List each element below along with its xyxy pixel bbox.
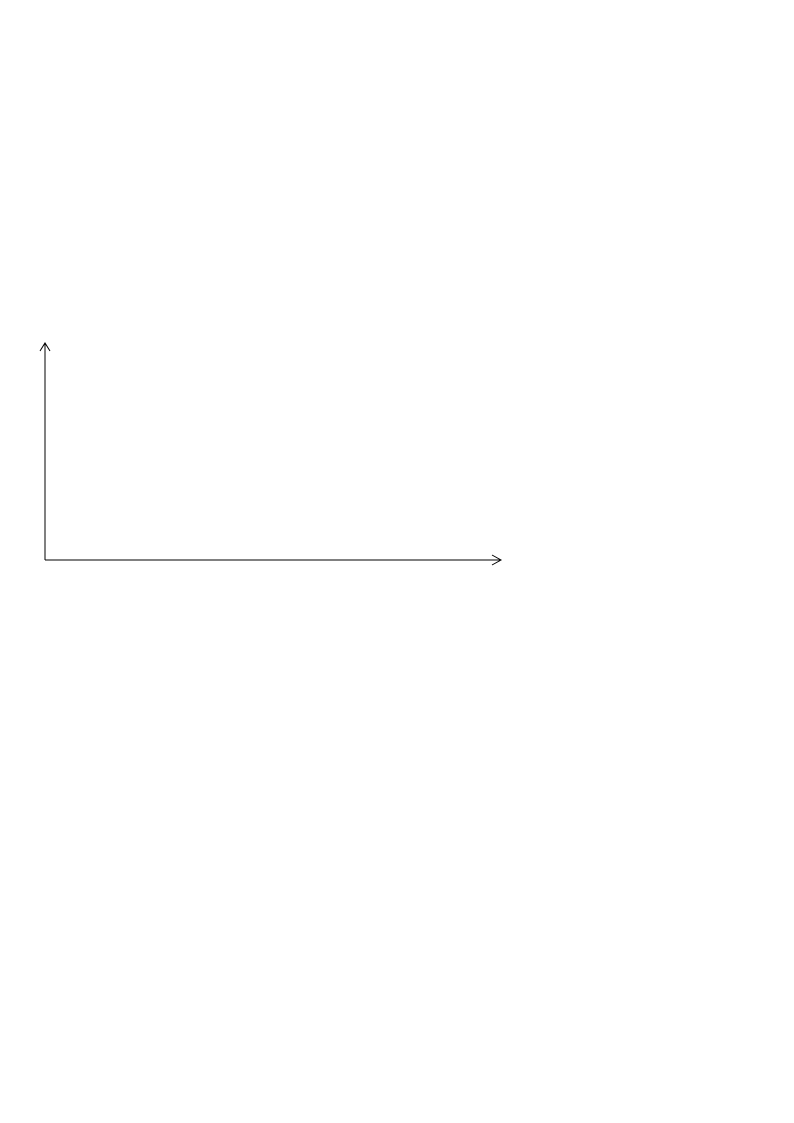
chart-grid[interactable] (30, 338, 510, 570)
